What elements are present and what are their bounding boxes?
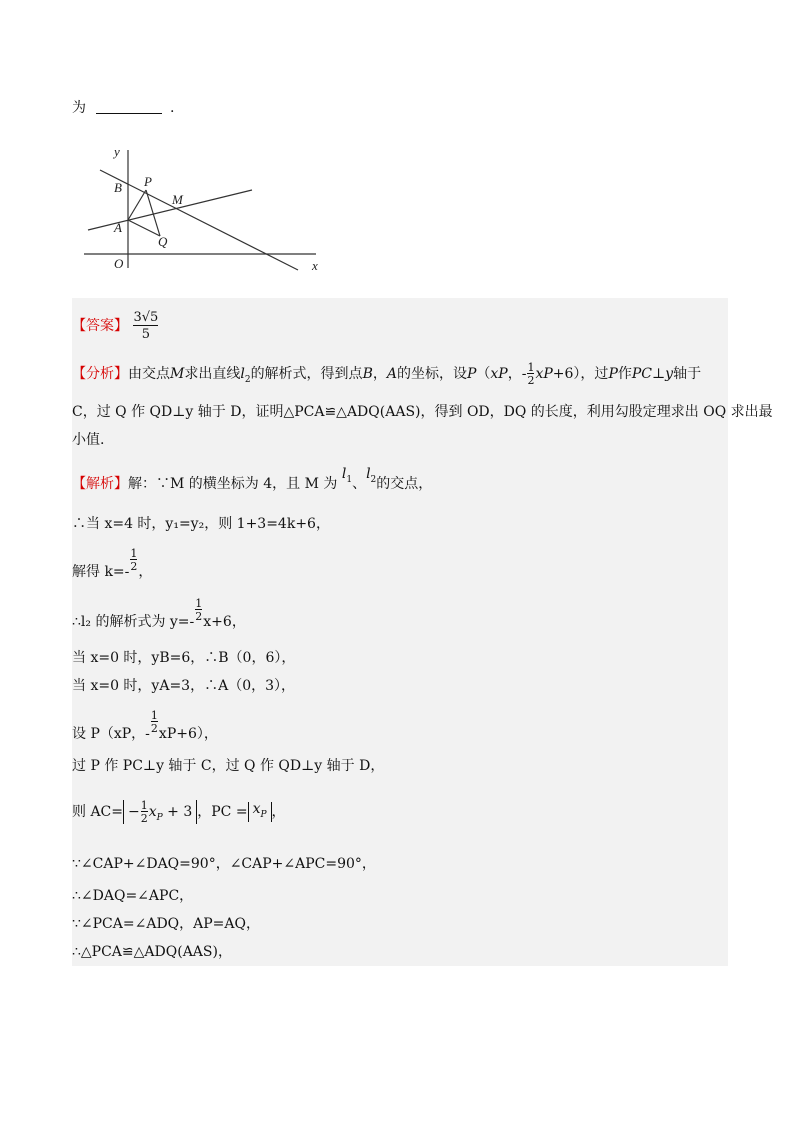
analysis-text: 由交点 — [128, 366, 170, 382]
segment-aq — [128, 220, 160, 236]
solution-text: 设 P（xP，- — [72, 726, 150, 742]
analysis-var: A — [386, 366, 397, 382]
solution-tag: 【解析】 — [72, 476, 128, 492]
solution-fraction — [195, 598, 202, 622]
question-tail — [72, 98, 174, 118]
analysis-text: （ — [476, 366, 491, 382]
l1-symbol — [341, 466, 353, 485]
solution-text: 、 — [352, 476, 367, 492]
solution-line-6: 当 x=0 时，yA=3，∴A（0，3）， — [72, 678, 296, 694]
solution-sub: 2 — [370, 474, 377, 485]
l2-symbol — [366, 466, 377, 485]
analysis-text: ， — [372, 366, 387, 382]
answer-line — [72, 310, 159, 342]
solution-fraction — [151, 710, 158, 734]
fraction-num: 1 — [527, 361, 535, 374]
analysis-var: P — [608, 366, 618, 382]
solution-fraction — [130, 548, 137, 572]
solution-text: ， — [271, 804, 286, 820]
analysis-text: +6），过 — [552, 366, 609, 382]
label-o: O — [114, 256, 124, 271]
coordinate-figure — [80, 140, 330, 284]
abs-pc — [248, 802, 272, 822]
solution-sub: P — [260, 809, 267, 820]
analysis-tag: 【分析】 — [72, 366, 128, 382]
solution-text: x+6， — [203, 614, 246, 630]
fraction-num: 1 — [130, 547, 138, 560]
label-x: x — [312, 258, 318, 273]
analysis-var: B — [362, 366, 373, 382]
solution-line-4 — [72, 598, 246, 632]
analysis-var: xP — [535, 366, 553, 382]
analysis-line-2: C，过 Q 作 QD⊥y 轴于 D，证明△PCA≌△ADQ(AAS)，得到 OD，DQ 的长度，利用勾股定理求出 OQ 求出最 — [72, 404, 773, 420]
fraction-num: 1 — [150, 709, 158, 722]
analysis-text: 轴于 — [673, 366, 702, 382]
solution-text: 解：∵M 的横坐标为 4，且 M 为 — [128, 476, 338, 492]
solution-text: ， — [138, 564, 153, 580]
label-m: M — [172, 192, 183, 207]
analysis-sub: 2 — [244, 374, 251, 385]
solution-line-2: ∴当 x=4 时，y₁=y₂，则 1+3=4k+6， — [72, 516, 330, 532]
segment-ap — [128, 190, 146, 220]
answer-tag: 【答案】 — [72, 318, 128, 334]
solution-line-5: 当 x=0 时，yB=6，∴B（0，6）， — [72, 650, 296, 666]
analysis-text: 求出直线 — [184, 366, 241, 382]
label-p: P — [144, 174, 152, 189]
solution-line-9 — [72, 792, 286, 832]
solution-line-7 — [72, 710, 218, 744]
analysis-line-1 — [72, 362, 701, 390]
solution-var: l — [366, 466, 371, 482]
solution-text: + 3 — [162, 803, 193, 820]
solution-var: x — [252, 801, 261, 818]
answer-denominator: 5 — [133, 325, 158, 342]
analysis-var: PC — [631, 366, 652, 382]
analysis-text: 作 — [617, 366, 632, 382]
answer-numerator: 3√5 — [133, 310, 159, 325]
solution-text: − — [128, 803, 140, 820]
solution-panel — [72, 298, 773, 966]
analysis-line-3: 小值. — [72, 432, 105, 448]
figure-svg — [80, 140, 330, 280]
fraction-den: 2 — [195, 610, 203, 623]
analysis-text: ⊥ — [652, 366, 666, 382]
solution-text: 的交点， — [376, 476, 433, 492]
fraction-den: 2 — [140, 811, 148, 825]
solution-var: x — [148, 803, 157, 820]
fraction-num: 1 — [195, 597, 203, 610]
label-y: y — [114, 144, 120, 159]
solution-line-13: ∴△PCA≌△ADQ(AAS)， — [72, 944, 232, 960]
analysis-fraction — [527, 362, 534, 386]
fraction-num: 1 — [140, 798, 148, 812]
label-b: B — [114, 180, 122, 195]
solution-sub: 1 — [346, 474, 353, 485]
solution-line-12: ∵∠PCA=∠ADQ，AP=AQ， — [72, 916, 261, 932]
fraction-den: 2 — [527, 374, 535, 387]
solution-line-3 — [72, 548, 152, 582]
solution-text: ，PC = — [197, 804, 248, 820]
solution-var: l — [341, 466, 347, 482]
label-q: Q — [158, 234, 168, 249]
answer-fraction — [133, 310, 158, 342]
analysis-text: 的解析式，得到点 — [250, 366, 363, 382]
analysis-var: M — [170, 366, 185, 382]
analysis-var: P — [466, 366, 477, 382]
solution-text: ∴l₂ 的解析式为 y=- — [72, 614, 195, 630]
solution-line-10: ∵∠CAP+∠DAQ=90°，∠CAP+∠APC=90°， — [72, 856, 376, 872]
line-l1 — [88, 190, 252, 230]
solution-line-11: ∴∠DAQ=∠APC， — [72, 888, 194, 904]
analysis-var: l — [240, 366, 245, 382]
abs-ac — [123, 800, 197, 825]
analysis-text: 的坐标，设 — [396, 366, 467, 382]
solution-fraction — [141, 800, 148, 824]
intro-suffix: . — [170, 100, 175, 116]
solution-text: xP+6）， — [158, 726, 218, 742]
fraction-den: 2 — [150, 722, 158, 735]
analysis-var: xP — [490, 366, 508, 382]
solution-text: 则 AC= — [72, 804, 124, 820]
fraction-den: 2 — [130, 560, 138, 573]
label-a: A — [114, 220, 122, 235]
analysis-var: y — [665, 366, 674, 382]
answer-blank — [96, 99, 162, 114]
solution-sub: P — [156, 812, 163, 823]
solution-text: 解得 k=- — [72, 564, 130, 580]
solution-line-8: 过 P 作 PC⊥y 轴于 C，过 Q 作 QD⊥y 轴于 D， — [72, 758, 385, 774]
solution-line-1 — [72, 466, 433, 500]
intro-prefix: 为 — [72, 100, 86, 116]
analysis-text: ，- — [507, 366, 527, 382]
